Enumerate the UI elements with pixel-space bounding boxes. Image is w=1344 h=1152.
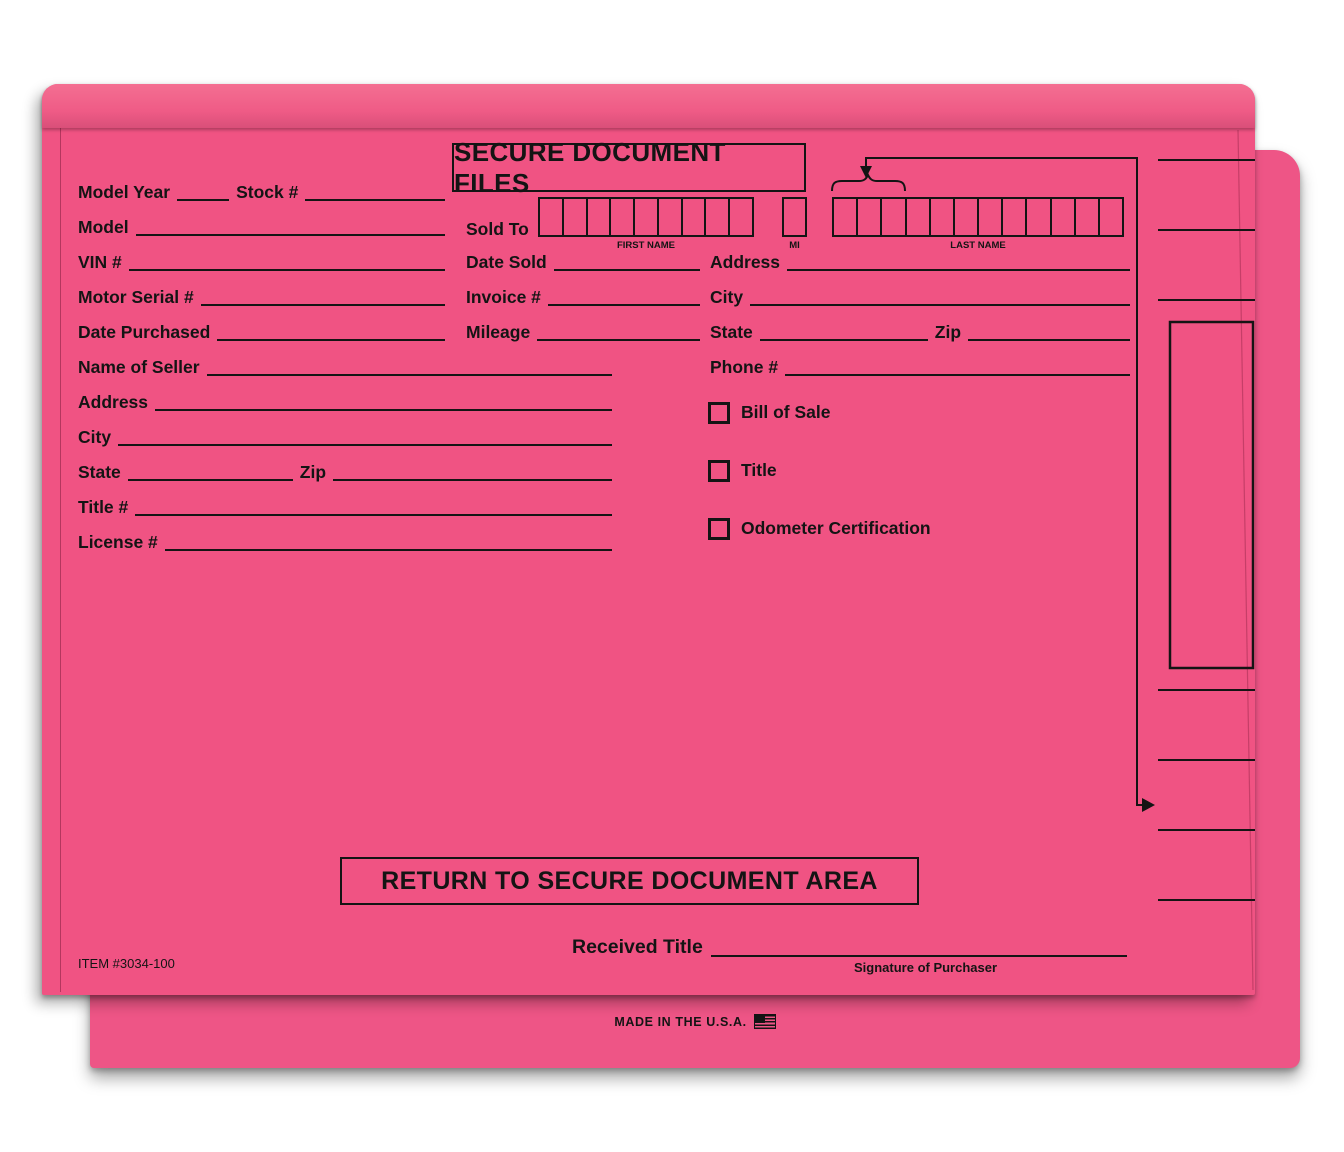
first-name-boxes bbox=[538, 197, 754, 237]
name-char-cell bbox=[683, 199, 707, 235]
last-name-caption: LAST NAME bbox=[950, 240, 1006, 251]
date-purchased-label: Date Purchased bbox=[78, 321, 211, 342]
buyer-city-label: City bbox=[710, 286, 744, 307]
model-year-label: Model Year bbox=[78, 181, 171, 202]
title-checkbox-label: Title bbox=[741, 460, 777, 481]
last-name-boxes bbox=[832, 197, 1124, 237]
name-char-cell bbox=[730, 199, 752, 235]
title-number-line bbox=[135, 492, 612, 516]
seller-zip-label: Zip bbox=[299, 461, 327, 482]
name-char-cell bbox=[1100, 199, 1122, 235]
checkbox-odometer bbox=[708, 518, 931, 540]
name-of-seller-line bbox=[207, 352, 612, 376]
vin-label: VIN # bbox=[78, 251, 122, 272]
stock-label: Stock # bbox=[236, 181, 299, 202]
name-char-cell bbox=[540, 199, 564, 235]
field-buyer-state-zip bbox=[710, 319, 1130, 341]
name-char-cell bbox=[1003, 199, 1027, 235]
name-char-cell bbox=[588, 199, 612, 235]
title-number-label: Title # bbox=[78, 496, 129, 517]
field-title-number bbox=[78, 494, 612, 516]
vin-line bbox=[129, 247, 445, 271]
name-char-cell bbox=[635, 199, 659, 235]
buyer-state-label: State bbox=[710, 321, 753, 342]
field-mileage bbox=[466, 319, 700, 341]
date-purchased-line bbox=[217, 317, 445, 341]
field-invoice bbox=[466, 284, 700, 306]
name-char-cell bbox=[1076, 199, 1100, 235]
name-char-cell bbox=[834, 199, 858, 235]
name-char-cell bbox=[907, 199, 931, 235]
made-in-usa-label: MADE IN THE U.S.A. bbox=[614, 1014, 747, 1029]
mi-caption: MI bbox=[789, 240, 800, 251]
mileage-label: Mileage bbox=[466, 321, 531, 342]
odometer-label: Odometer Certification bbox=[741, 518, 931, 539]
sold-to-label: Sold To bbox=[466, 219, 529, 239]
model-year-line bbox=[177, 177, 229, 201]
seller-address-line bbox=[155, 387, 612, 411]
stock-line bbox=[305, 177, 445, 201]
seller-city-label: City bbox=[78, 426, 112, 447]
name-of-seller-label: Name of Seller bbox=[78, 356, 200, 377]
field-date-purchased bbox=[78, 319, 445, 341]
right-arrowhead-icon bbox=[1142, 798, 1155, 812]
made-in-usa-row bbox=[90, 1014, 1300, 1029]
field-name-of-seller bbox=[78, 354, 612, 376]
phone-label: Phone # bbox=[710, 356, 779, 377]
name-char-cell bbox=[955, 199, 979, 235]
field-seller-state-zip bbox=[78, 459, 612, 481]
license-number-label: License # bbox=[78, 531, 158, 552]
buyer-address-line bbox=[787, 247, 1130, 271]
phone-line bbox=[785, 352, 1130, 376]
name-char-cell bbox=[706, 199, 730, 235]
return-notice-box bbox=[340, 857, 919, 905]
name-char-cell bbox=[659, 199, 683, 235]
motor-serial-label: Motor Serial # bbox=[78, 286, 194, 307]
tab-label-box bbox=[1170, 322, 1253, 668]
field-model-year-stock bbox=[78, 179, 445, 201]
checkbox-bill-of-sale bbox=[708, 402, 830, 424]
field-received-title bbox=[572, 933, 1127, 957]
name-char-cell bbox=[882, 199, 906, 235]
field-model bbox=[78, 214, 445, 236]
seller-address-label: Address bbox=[78, 391, 149, 412]
invoice-line bbox=[548, 282, 700, 306]
seller-city-line bbox=[118, 422, 612, 446]
name-char-cell bbox=[1027, 199, 1051, 235]
first-name-caption: FIRST NAME bbox=[616, 240, 676, 251]
middle-initial-box bbox=[782, 197, 807, 237]
brace-icon bbox=[832, 175, 905, 191]
signature-caption: Signature of Purchaser bbox=[854, 960, 998, 975]
received-title-line bbox=[711, 931, 1127, 957]
field-buyer-address bbox=[710, 249, 1130, 271]
odometer-checkbox bbox=[708, 518, 730, 540]
field-date-sold bbox=[466, 249, 700, 271]
date-sold-line bbox=[554, 247, 700, 271]
field-phone bbox=[710, 354, 1130, 376]
seller-state-label: State bbox=[78, 461, 121, 482]
left-fold-crease bbox=[60, 128, 61, 992]
title-box bbox=[452, 136, 806, 198]
buyer-zip-line bbox=[968, 317, 1130, 341]
title-checkbox bbox=[708, 460, 730, 482]
buyer-state-line bbox=[760, 317, 928, 341]
field-buyer-city bbox=[710, 284, 1130, 306]
model-label: Model bbox=[78, 216, 129, 237]
us-flag-icon bbox=[754, 1014, 776, 1029]
bill-of-sale-checkbox bbox=[708, 402, 730, 424]
buyer-address-label: Address bbox=[710, 251, 781, 272]
motor-serial-line bbox=[201, 282, 445, 306]
received-title-label: Received Title bbox=[572, 935, 703, 958]
field-seller-city bbox=[78, 424, 612, 446]
buyer-city-line bbox=[750, 282, 1130, 306]
name-char-cell bbox=[979, 199, 1003, 235]
name-char-cell bbox=[611, 199, 635, 235]
seller-zip-line bbox=[333, 457, 612, 481]
bill-of-sale-label: Bill of Sale bbox=[741, 402, 831, 423]
name-char-cell bbox=[564, 199, 588, 235]
invoice-label: Invoice # bbox=[466, 286, 541, 307]
checkbox-title bbox=[708, 460, 777, 482]
name-char-cell bbox=[1052, 199, 1076, 235]
name-char-cell bbox=[931, 199, 955, 235]
folder-flap bbox=[42, 84, 1255, 128]
field-seller-address bbox=[78, 389, 612, 411]
field-vin bbox=[78, 249, 445, 271]
down-arrowhead-icon bbox=[860, 166, 872, 178]
model-line bbox=[136, 212, 445, 236]
name-char-cell bbox=[858, 199, 882, 235]
front-folder bbox=[42, 84, 1255, 995]
date-sold-label: Date Sold bbox=[466, 251, 547, 272]
field-motor-serial bbox=[78, 284, 445, 306]
page-title: SECURE DOCUMENT FILES bbox=[454, 136, 726, 198]
field-license-number bbox=[78, 529, 612, 551]
buyer-zip-label: Zip bbox=[934, 321, 962, 342]
mileage-line bbox=[537, 317, 700, 341]
return-notice-label: RETURN TO SECURE DOCUMENT AREA bbox=[381, 866, 878, 895]
seller-state-line bbox=[128, 457, 293, 481]
item-number: ITEM #3034-100 bbox=[78, 956, 175, 971]
license-number-line bbox=[165, 527, 612, 551]
